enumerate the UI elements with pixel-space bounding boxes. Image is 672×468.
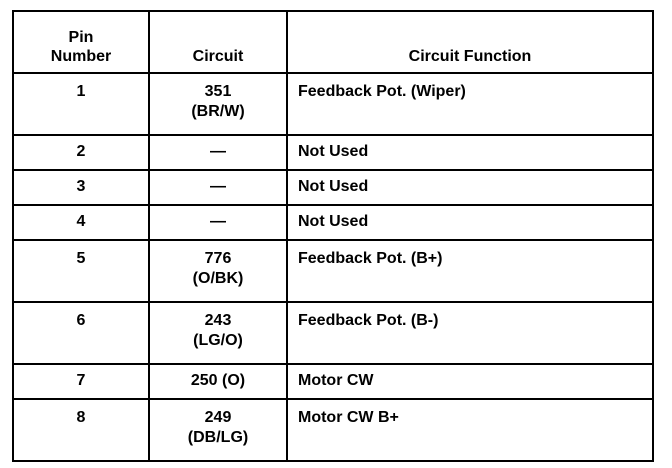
table-row: [13, 302, 653, 364]
circuit-function-cell: Motor CW: [287, 364, 653, 399]
table-row: [13, 73, 653, 135]
circuit-function-cell: Feedback Pot. (Wiper): [287, 73, 653, 135]
circuit-function-cell: Motor CW B+: [287, 399, 653, 461]
pin-number-cell: 5: [13, 240, 149, 302]
circuit-function-cell: Not Used: [287, 135, 653, 170]
circuit-color: (LG/O): [193, 332, 243, 349]
header-pin-number: [13, 11, 149, 73]
pin-number-cell: 8: [13, 399, 149, 461]
pin-number-cell: 7: [13, 364, 149, 399]
pin-number-cell: 6: [13, 302, 149, 364]
circuit-number: 351: [204, 83, 232, 100]
circuit-dash: —: [210, 178, 226, 195]
circuit-dash: —: [210, 213, 226, 230]
circuit-cell: [149, 205, 287, 240]
table-row: [13, 170, 653, 205]
circuit-cell: [149, 240, 287, 302]
circuit-cell: [149, 364, 287, 399]
circuit-cell: [149, 399, 287, 461]
circuit-dash: —: [210, 143, 226, 160]
table-row: [13, 364, 653, 399]
header-row: [13, 11, 653, 73]
header-pin-line2: Number: [50, 48, 112, 65]
pin-table: [12, 10, 654, 462]
circuit-cell: [149, 302, 287, 364]
circuit-color: (BR/W): [191, 103, 245, 120]
circuit-color: (DB/LG): [187, 429, 249, 446]
table-row: [13, 135, 653, 170]
header-circuit: Circuit: [149, 11, 287, 73]
header-pin-line1: Pin: [68, 29, 94, 46]
circuit-number: 776: [204, 250, 232, 267]
circuit-function-cell: Not Used: [287, 170, 653, 205]
table-row: [13, 399, 653, 461]
circuit-number: 249: [204, 409, 232, 426]
circuit-cell: [149, 135, 287, 170]
circuit-number: 243: [204, 312, 232, 329]
circuit-cell: [149, 73, 287, 135]
circuit-color: (O/BK): [192, 270, 244, 287]
table-row: [13, 205, 653, 240]
header-circuit-function: Circuit Function: [287, 11, 653, 73]
pin-number-cell: 3: [13, 170, 149, 205]
circuit-function-cell: Feedback Pot. (B+): [287, 240, 653, 302]
circuit-function-cell: Feedback Pot. (B-): [287, 302, 653, 364]
circuit-function-cell: Not Used: [287, 205, 653, 240]
pin-number-cell: 2: [13, 135, 149, 170]
circuit-cell: [149, 170, 287, 205]
pin-number-cell: 1: [13, 73, 149, 135]
table-row: [13, 240, 653, 302]
circuit-number: 250 (O): [190, 372, 246, 389]
pin-number-cell: 4: [13, 205, 149, 240]
